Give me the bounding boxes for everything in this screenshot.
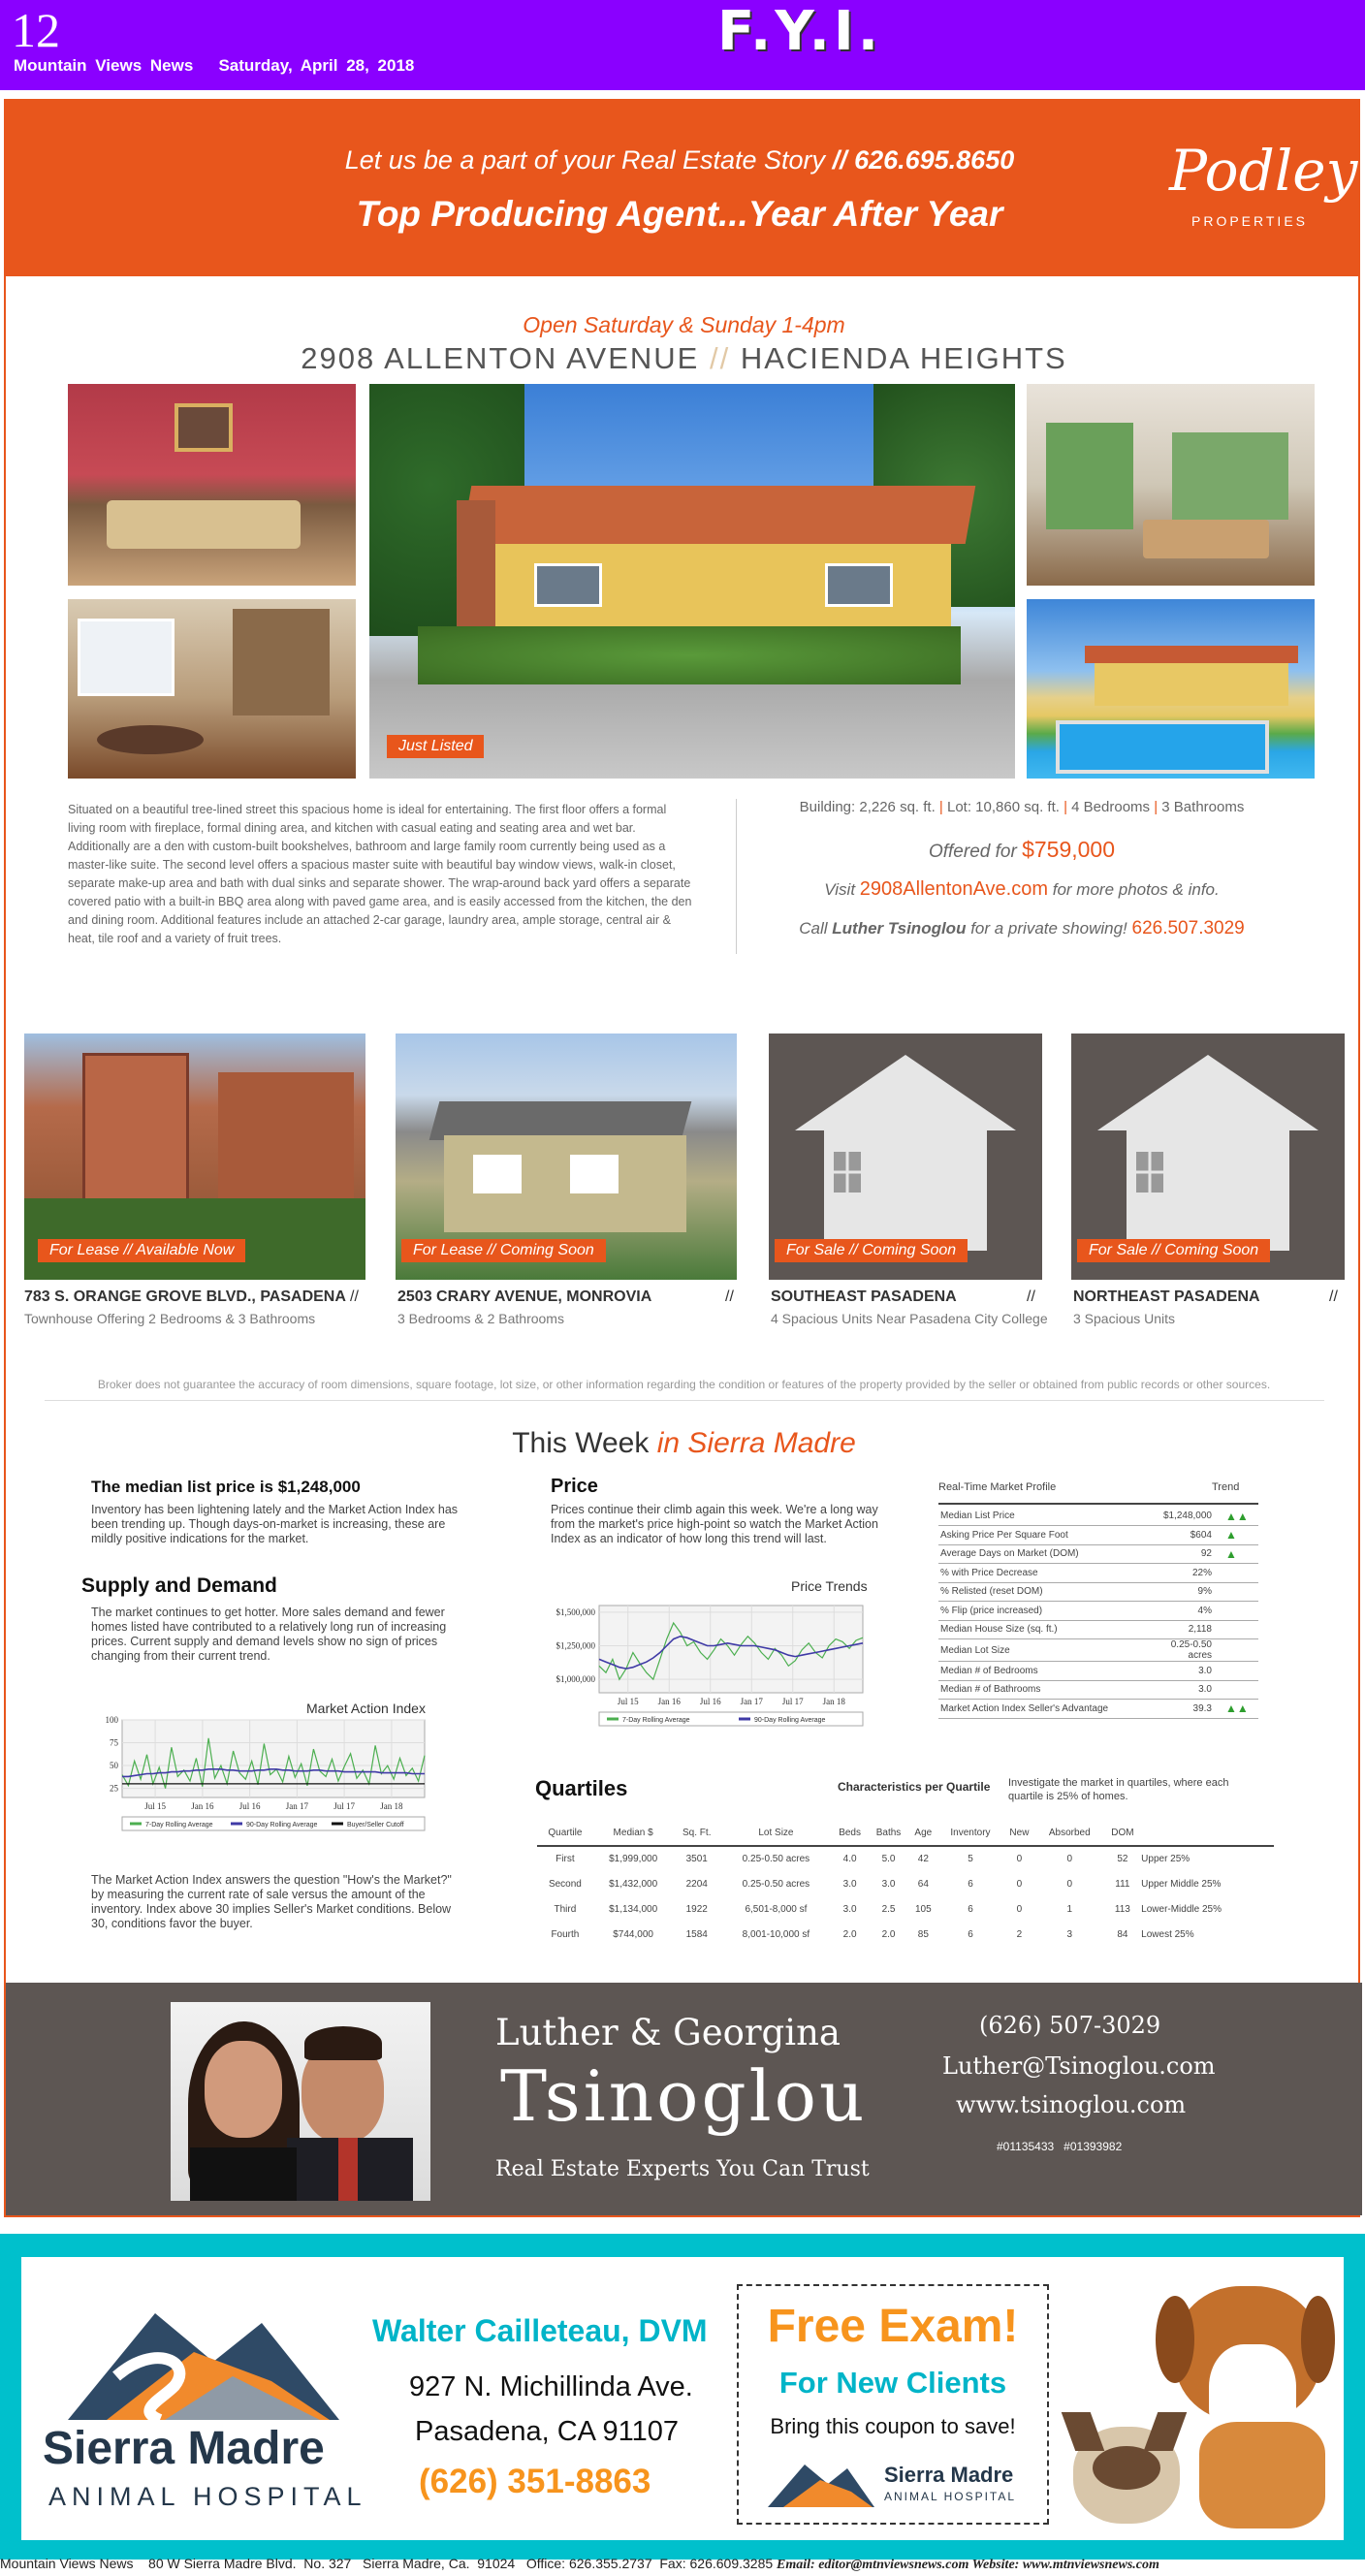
chart-x-tick-label: Jul 15 bbox=[617, 1697, 639, 1706]
address-separator: // bbox=[709, 341, 731, 375]
market-profile-value: 22% bbox=[1146, 1564, 1214, 1583]
mountain-animal-logo bbox=[48, 2284, 349, 2430]
market-profile-value: $1,248,000 bbox=[1146, 1507, 1214, 1526]
quartiles-characteristics-label: Characteristics per Quartile bbox=[838, 1780, 991, 1794]
chart-x-tick-label: Jul 15 bbox=[144, 1801, 167, 1811]
market-profile-row bbox=[938, 1582, 1258, 1602]
quartiles-cell: 5 bbox=[968, 1854, 973, 1864]
fact-building: Building: 2,226 sq. ft. bbox=[799, 799, 936, 815]
quartiles-cell: 113 bbox=[1114, 1903, 1130, 1915]
quartiles-cell: $1,134,000 bbox=[609, 1903, 658, 1915]
chart-y-tick-label: 25 bbox=[110, 1783, 118, 1794]
chart-x-tick-label: Jan 17 bbox=[740, 1697, 763, 1706]
quartiles-cell: 1 bbox=[1066, 1903, 1073, 1915]
market-profile-value: $604 bbox=[1146, 1526, 1214, 1545]
market-profile-row bbox=[938, 1639, 1258, 1662]
call-suffix: for a private showing! bbox=[970, 919, 1127, 938]
market-profile-value: 2,118 bbox=[1146, 1620, 1214, 1639]
market-profile-value: 92 bbox=[1146, 1544, 1214, 1564]
quartiles-column-header: Beds bbox=[832, 1821, 869, 1846]
section-title: F.Y.I. bbox=[717, 0, 882, 63]
address-city: HACIENDA HEIGHTS bbox=[740, 341, 1067, 375]
market-profile-trend bbox=[1214, 1680, 1258, 1700]
price-text: Prices continue their climb again this week. We're a long way from the market's price high-point so watch the Market Action Index as an indicator of how long this trend will last. bbox=[551, 1503, 878, 1545]
chart-y-tick-label: 75 bbox=[110, 1737, 118, 1748]
dining-room-photo bbox=[68, 599, 356, 779]
vet-ad bbox=[0, 2234, 1365, 2560]
listing-address-1: 783 S. ORANGE GROVE BLVD., PASADENA bbox=[24, 1288, 346, 1305]
listing-detail-3: 4 Spacious Units Near Pasadena City College bbox=[771, 1311, 1048, 1326]
market-profile-label: Median # of Bathrooms bbox=[938, 1680, 1146, 1700]
fact-beds: 4 Bedrooms bbox=[1071, 799, 1151, 815]
market-profile-trend bbox=[1214, 1639, 1258, 1662]
offered-line bbox=[731, 837, 1313, 863]
quartiles-cell: 1922 bbox=[685, 1903, 708, 1915]
listing-address-2: 2503 CRARY AVENUE, MONROVIA bbox=[397, 1288, 652, 1305]
open-house-line: Open Saturday & Sunday 1-4pm bbox=[523, 312, 845, 337]
market-profile-label: Median # of Bedrooms bbox=[938, 1662, 1146, 1681]
vet-phone: (626) 351-8863 bbox=[419, 2463, 651, 2500]
listing-detail-2: 3 Bedrooms & 2 Bathrooms bbox=[397, 1311, 564, 1326]
market-profile-row bbox=[938, 1680, 1258, 1700]
pool-photo bbox=[1027, 599, 1315, 779]
chart-x-tick-label: Jul 16 bbox=[699, 1697, 721, 1706]
vet-ad-inner bbox=[21, 2257, 1344, 2540]
market-profile-trend bbox=[1214, 1602, 1258, 1621]
chart-x-tick-label: Jul 17 bbox=[781, 1697, 804, 1706]
quartiles-cell: 0 bbox=[1016, 1854, 1023, 1864]
quartiles-cell: Upper Middle 25% bbox=[1141, 1878, 1222, 1890]
vet-street: 927 N. Michillinda Ave. bbox=[409, 2371, 693, 2402]
vet-city: Pasadena, CA 91107 bbox=[415, 2416, 679, 2447]
quartiles-row bbox=[537, 1871, 1274, 1896]
quartiles-row bbox=[537, 1922, 1274, 1947]
quartiles-cell: Lower-Middle 25% bbox=[1141, 1903, 1222, 1915]
supply-text: The market continues to get hotter. More sales demand and fewer homes listed have contributed to a relatively long run of increasing prices. Current supply and demand levels show no sign of prices changing from their current trend. bbox=[91, 1606, 447, 1663]
page-header bbox=[0, 0, 1365, 90]
chart-y-tick-label: 100 bbox=[105, 1716, 118, 1725]
chart-legend-label: 7-Day Rolling Average bbox=[622, 1717, 690, 1724]
quartiles-cell: 4.0 bbox=[842, 1854, 857, 1864]
quartiles-note: Investigate the market in quartiles, where each quartile is 25% of homes. bbox=[1008, 1777, 1229, 1802]
page-number: 12 bbox=[12, 3, 60, 57]
fact-sep: | bbox=[1063, 799, 1067, 815]
featured-address bbox=[6, 341, 1362, 376]
quartiles-table bbox=[537, 1821, 1274, 1947]
market-profile-rule bbox=[938, 1503, 1258, 1505]
podley-logo-sub: PROPERTIES bbox=[1191, 213, 1308, 229]
visit-line bbox=[731, 878, 1313, 901]
chart-legend-label: 90-Day Rolling Average bbox=[754, 1717, 826, 1724]
market-profile-row bbox=[938, 1700, 1258, 1719]
agent-name: Luther Tsinoglou bbox=[832, 919, 967, 938]
market-profile-row bbox=[938, 1526, 1258, 1545]
address-street: 2908 ALLENTON AVENUE bbox=[301, 341, 700, 375]
clinic-subname-logo: ANIMAL HOSPITAL bbox=[48, 2482, 367, 2511]
quartiles-cell: 0 bbox=[1016, 1903, 1023, 1915]
quartiles-column-header: Quartile bbox=[537, 1821, 593, 1846]
offered-prefix: Offered for bbox=[928, 842, 1017, 862]
quartiles-cell: 3.0 bbox=[881, 1878, 896, 1890]
coupon-text: Bring this coupon to save! bbox=[770, 2414, 1016, 2438]
listing-tag-1: For Lease // Available Now bbox=[38, 1239, 245, 1262]
market-profile-title: Real-Time Market Profile bbox=[938, 1481, 1057, 1493]
price-chart-title: Price Trends bbox=[791, 1578, 868, 1594]
coupon-offer: Free Exam! bbox=[767, 2301, 1019, 2352]
supply-heading: Supply and Demand bbox=[81, 1574, 277, 1597]
chart-x-tick-label: Jan 17 bbox=[285, 1801, 308, 1811]
market-profile-label: Median Lot Size bbox=[938, 1639, 1146, 1662]
property-description: Situated on a beautiful tree-lined street this spacious home is ideal for entertaining. The first floor offers a formal living room with fireplace, formal dining area, and kitchen with casual eating and seating area and wet bar. Additionally are a den with custom-built bookshelves, bathroom and large family room currently being used as a master-like suite. The second level offers a spacious master suite with beautiful bay window views, walk-in closet, separate make-up area and bath with dual sinks and separate shower. The wrap-around back yard offers a separate covered patio with a built-in BBQ area along with paved game area, and is easily accessed from the kitchen, the den and dining room. Additional features include an attached 2-car garage, laundry area, ample storage, central air & heat, tile roof and a variety of fruit trees. bbox=[68, 803, 692, 945]
listing-tag-2: For Lease // Coming Soon bbox=[401, 1239, 606, 1262]
market-profile-trend: ▲ bbox=[1214, 1526, 1258, 1545]
agent-phone: 626.507.3029 bbox=[1131, 918, 1245, 938]
market-profile-row bbox=[938, 1602, 1258, 1621]
listing-detail-4: 3 Spacious Units bbox=[1073, 1311, 1176, 1326]
agents-photo bbox=[171, 2002, 430, 2201]
quartiles-row bbox=[537, 1846, 1274, 1871]
footer-text: Mountain Views News 80 W Sierra Madre Blvd. No. 327 Sierra Madre, Ca. 91024 Office: 626.355.2737 Fax: 626.609.3285 bbox=[0, 2556, 778, 2571]
price-trends-chart bbox=[543, 1594, 873, 1730]
listing-address-3: SOUTHEAST PASADENA bbox=[771, 1288, 957, 1305]
market-profile-row bbox=[938, 1620, 1258, 1639]
quartiles-cell: Lowest 25% bbox=[1141, 1928, 1194, 1940]
market-profile-trend bbox=[1214, 1620, 1258, 1639]
broker-disclaimer: Broker does not guarantee the accuracy of room dimensions, square footage, lot size, or other information regarding the condition or features of the property provided by the seller or obtained from public records or other sources. bbox=[97, 1378, 1271, 1391]
quartiles-cell: 105 bbox=[914, 1903, 932, 1915]
quartiles-cell: 52 bbox=[1117, 1854, 1128, 1864]
sunroom-photo bbox=[1027, 384, 1315, 586]
quartiles-column-header: New bbox=[1003, 1821, 1035, 1846]
chart-y-tick-label: $1,250,000 bbox=[556, 1640, 595, 1651]
agents-phone: (626) 507-3029 bbox=[979, 2012, 1161, 2039]
quartiles-column-header: Age bbox=[909, 1821, 937, 1846]
realestate-ad bbox=[4, 99, 1360, 2217]
market-profile-trend: ▲ bbox=[1214, 1544, 1258, 1564]
market-profile-trend bbox=[1214, 1564, 1258, 1583]
market-profile-label: Median List Price bbox=[938, 1507, 1146, 1526]
quartiles-cell: Fourth bbox=[551, 1928, 580, 1940]
quartiles-cell: Second bbox=[548, 1878, 582, 1890]
banner-phone: // 626.695.8650 bbox=[832, 145, 1015, 175]
quartiles-column-header: Baths bbox=[868, 1821, 908, 1846]
call-prefix: Call bbox=[799, 919, 828, 938]
quartiles-cell: 3501 bbox=[685, 1854, 708, 1864]
quartiles-cell: 0 bbox=[1066, 1878, 1073, 1890]
quartiles-cell: 42 bbox=[917, 1854, 929, 1864]
quartiles-column-header: DOM bbox=[1104, 1821, 1142, 1846]
quartiles-heading: Quartiles bbox=[535, 1776, 628, 1800]
quartiles-cell: $1,432,000 bbox=[609, 1878, 658, 1890]
call-line bbox=[731, 918, 1313, 939]
quartiles-cell: 111 bbox=[1115, 1878, 1130, 1890]
banner-headline: Top Producing Agent...Year After Year bbox=[356, 194, 1003, 234]
chart-x-tick-label: Jan 16 bbox=[657, 1697, 681, 1706]
divider bbox=[45, 1400, 1324, 1401]
quartiles-cell: Third bbox=[554, 1903, 577, 1915]
listing-sep-2: // bbox=[725, 1288, 734, 1305]
facts-line bbox=[731, 799, 1313, 815]
visit-suffix: for more photos & info. bbox=[1052, 880, 1220, 899]
listing-sep-4: // bbox=[1329, 1288, 1338, 1305]
quartiles-cell: 6,501-8,000 sf bbox=[745, 1903, 808, 1915]
quartiles-cell: 2.0 bbox=[881, 1928, 896, 1940]
market-profile-row bbox=[938, 1544, 1258, 1564]
market-action-index-chart bbox=[87, 1716, 436, 1836]
footer-contact: Email: editor@mtnviewsnews.com Website: www.mtnviewsnews.com bbox=[777, 2558, 1159, 2572]
chart-y-tick-label: 50 bbox=[110, 1761, 118, 1771]
market-profile-trend-label: Trend bbox=[1212, 1481, 1240, 1493]
median-text: Inventory has been lightening lately and the Market Action Index has been trending up. Though days-on-market is increasing, these are mildly positive indications for the market. bbox=[91, 1503, 459, 1545]
clinic-name-logo: Sierra Madre bbox=[43, 2423, 325, 2474]
market-profile-label: % Relisted (reset DOM) bbox=[938, 1582, 1146, 1602]
vet-doctor: Walter Cailleteau, DVM bbox=[372, 2313, 708, 2348]
mai-chart-title: Market Action Index bbox=[306, 1701, 426, 1716]
agents-last-name: Tsinoglou bbox=[500, 2055, 868, 2137]
quartiles-column-header: Sq. Ft. bbox=[673, 1821, 720, 1846]
market-profile-row bbox=[938, 1662, 1258, 1681]
market-profile-trend: ▲▲ bbox=[1214, 1507, 1258, 1526]
median-heading: The median list price is $1,248,000 bbox=[91, 1478, 361, 1496]
market-profile-value: 0.25-0.50 acres bbox=[1146, 1639, 1214, 1662]
market-profile-value: 39.3 bbox=[1146, 1700, 1214, 1719]
quartiles-column-header bbox=[1141, 1821, 1274, 1846]
quartiles-cell: $1,999,000 bbox=[609, 1854, 658, 1864]
quartiles-cell: 8,001-10,000 sf bbox=[742, 1928, 810, 1940]
listing-website-link[interactable]: 2908AllentonAve.com bbox=[859, 878, 1049, 900]
coupon-logo-icon bbox=[762, 2453, 876, 2511]
market-profile-trend bbox=[1214, 1662, 1258, 1681]
living-room-photo bbox=[68, 384, 356, 586]
quartiles-cell: 6 bbox=[968, 1878, 973, 1890]
tagline-text: Let us be a part of your Real Estate Story bbox=[344, 145, 826, 175]
market-profile-label: % with Price Decrease bbox=[938, 1564, 1146, 1583]
quartiles-column-header: Absorbed bbox=[1035, 1821, 1104, 1846]
quartiles-cell: 3.0 bbox=[842, 1903, 857, 1915]
issue-date: Saturday, April 28, 2018 bbox=[218, 56, 415, 75]
quartiles-cell: 85 bbox=[917, 1928, 929, 1940]
quartiles-cell: 64 bbox=[917, 1878, 929, 1890]
market-profile-value: 4% bbox=[1146, 1602, 1214, 1621]
listing-tag-3: For Sale // Coming Soon bbox=[775, 1239, 968, 1262]
quartiles-cell: 0.25-0.50 acres bbox=[742, 1854, 810, 1864]
week-title-prefix: This Week bbox=[512, 1427, 650, 1459]
agents-first-names: Luther & Georgina bbox=[495, 2012, 841, 2053]
quartiles-cell: 6 bbox=[968, 1903, 973, 1915]
week-title bbox=[6, 1427, 1362, 1460]
market-profile-label: Average Days on Market (DOM) bbox=[938, 1544, 1146, 1564]
listing-tag-4: For Sale // Coming Soon bbox=[1077, 1239, 1270, 1262]
coupon-box[interactable] bbox=[737, 2284, 1049, 2525]
quartiles-cell: 0 bbox=[1066, 1854, 1073, 1864]
chart-x-tick-label: Jul 16 bbox=[238, 1801, 261, 1811]
podley-logo: Podley bbox=[1169, 138, 1358, 204]
market-profile-label: Median House Size (sq. ft.) bbox=[938, 1620, 1146, 1639]
mai-description: The Market Action Index answers the question "How's the Market?" by measuring the current rate of sale versus the amount of the inventory. Index above 30 implies Seller's Market conditions. Below 30, conditions favor the buyer. bbox=[91, 1873, 452, 1930]
chart-y-tick-label: $1,000,000 bbox=[556, 1674, 595, 1685]
market-profile-value: 3.0 bbox=[1146, 1680, 1214, 1700]
listing-detail-1: Townhouse Offering 2 Bedrooms & 3 Bathrooms bbox=[24, 1311, 316, 1326]
quartiles-cell: 2.5 bbox=[881, 1903, 896, 1915]
market-profile-label: Market Action Index Seller's Advantage bbox=[938, 1700, 1146, 1719]
quartiles-cell: 3 bbox=[1066, 1928, 1073, 1940]
chart-legend-label: 90-Day Rolling Average bbox=[246, 1822, 318, 1829]
quartiles-cell: 6 bbox=[968, 1928, 973, 1940]
fact-lot: Lot: 10,860 sq. ft. bbox=[947, 799, 1060, 815]
chart-x-tick-label: Jan 18 bbox=[822, 1697, 845, 1706]
paper-dateline bbox=[14, 56, 414, 76]
realestate-banner bbox=[6, 101, 1358, 276]
quartiles-cell: Upper 25% bbox=[1141, 1854, 1190, 1864]
listing-address-4: NORTHEAST PASADENA bbox=[1073, 1288, 1260, 1305]
quartiles-cell: $744,000 bbox=[613, 1928, 653, 1940]
chart-plot-area bbox=[122, 1720, 425, 1797]
price-heading: Price bbox=[551, 1476, 598, 1497]
paper-name: Mountain Views News bbox=[14, 56, 194, 75]
quartiles-column-header: Lot Size bbox=[720, 1821, 832, 1846]
chart-x-tick-label: Jul 17 bbox=[333, 1801, 356, 1811]
pets-photo bbox=[1063, 2276, 1335, 2528]
quartiles-cell: 1584 bbox=[685, 1928, 708, 1940]
main-photo-tag: Just Listed bbox=[387, 735, 484, 758]
market-profile-value: 9% bbox=[1146, 1582, 1214, 1602]
property-facts bbox=[731, 799, 1313, 939]
coupon-logo-sub: ANIMAL HOSPITAL bbox=[884, 2490, 1017, 2503]
agent-banner bbox=[6, 1983, 1362, 2215]
quartiles-cell: 0.25-0.50 acres bbox=[742, 1878, 810, 1890]
agents-slogan: Real Estate Experts You Can Trust bbox=[495, 2157, 870, 2181]
quartiles-cell: 2204 bbox=[685, 1878, 708, 1890]
chart-legend-label: 7-Day Rolling Average bbox=[145, 1822, 213, 1829]
fact-sep: | bbox=[1154, 799, 1159, 815]
agents-website[interactable]: www.tsinoglou.com bbox=[956, 2091, 1187, 2118]
banner-tagline bbox=[6, 145, 1353, 175]
coupon-logo-name: Sierra Madre bbox=[884, 2463, 1014, 2487]
market-profile-trend bbox=[1214, 1582, 1258, 1602]
week-title-place: in Sierra Madre bbox=[656, 1427, 856, 1459]
agents-licenses: #01135433 #01393982 bbox=[997, 2140, 1123, 2153]
quartiles-cell: 84 bbox=[1117, 1928, 1128, 1940]
quartiles-column-header: Inventory bbox=[937, 1821, 1003, 1846]
market-profile-value: 3.0 bbox=[1146, 1662, 1214, 1681]
chart-x-tick-label: Jan 18 bbox=[380, 1801, 403, 1811]
market-profile-row bbox=[938, 1507, 1258, 1526]
market-profile-label: Asking Price Per Square Foot bbox=[938, 1526, 1146, 1545]
quartiles-row bbox=[537, 1896, 1274, 1922]
quartiles-cell: First bbox=[556, 1854, 575, 1864]
market-profile-label: % Flip (price increased) bbox=[938, 1602, 1146, 1621]
chart-x-tick-label: Jan 16 bbox=[191, 1801, 214, 1811]
fact-sep: | bbox=[938, 799, 943, 815]
listing-price: $759,000 bbox=[1022, 837, 1116, 862]
quartiles-header-row bbox=[537, 1821, 1274, 1846]
house-front-photo bbox=[369, 384, 1015, 779]
quartiles-column-header: Median $ bbox=[593, 1821, 674, 1846]
market-profile-table bbox=[938, 1507, 1258, 1719]
chart-legend-label: Buyer/Seller Cutoff bbox=[347, 1822, 404, 1829]
quartiles-cell: 3.0 bbox=[842, 1878, 857, 1890]
quartiles-cell: 0 bbox=[1016, 1878, 1023, 1890]
quartiles-cell: 2.0 bbox=[842, 1928, 857, 1940]
fact-baths: 3 Bathrooms bbox=[1161, 799, 1245, 815]
page-footer bbox=[0, 2556, 1365, 2576]
coupon-offer-sub: For New Clients bbox=[778, 2366, 1007, 2400]
visit-prefix: Visit bbox=[824, 880, 856, 899]
listing-sep-3: // bbox=[1027, 1288, 1035, 1305]
market-profile-trend: ▲▲ bbox=[1214, 1700, 1258, 1719]
agents-email[interactable]: Luther@Tsinoglou.com bbox=[942, 2052, 1216, 2080]
chart-y-tick-label: $1,500,000 bbox=[556, 1606, 595, 1617]
market-profile-row bbox=[938, 1564, 1258, 1583]
listing-sep-1: // bbox=[350, 1288, 359, 1305]
quartiles-cell: 5.0 bbox=[881, 1854, 896, 1864]
quartiles-cell: 2 bbox=[1016, 1928, 1023, 1940]
